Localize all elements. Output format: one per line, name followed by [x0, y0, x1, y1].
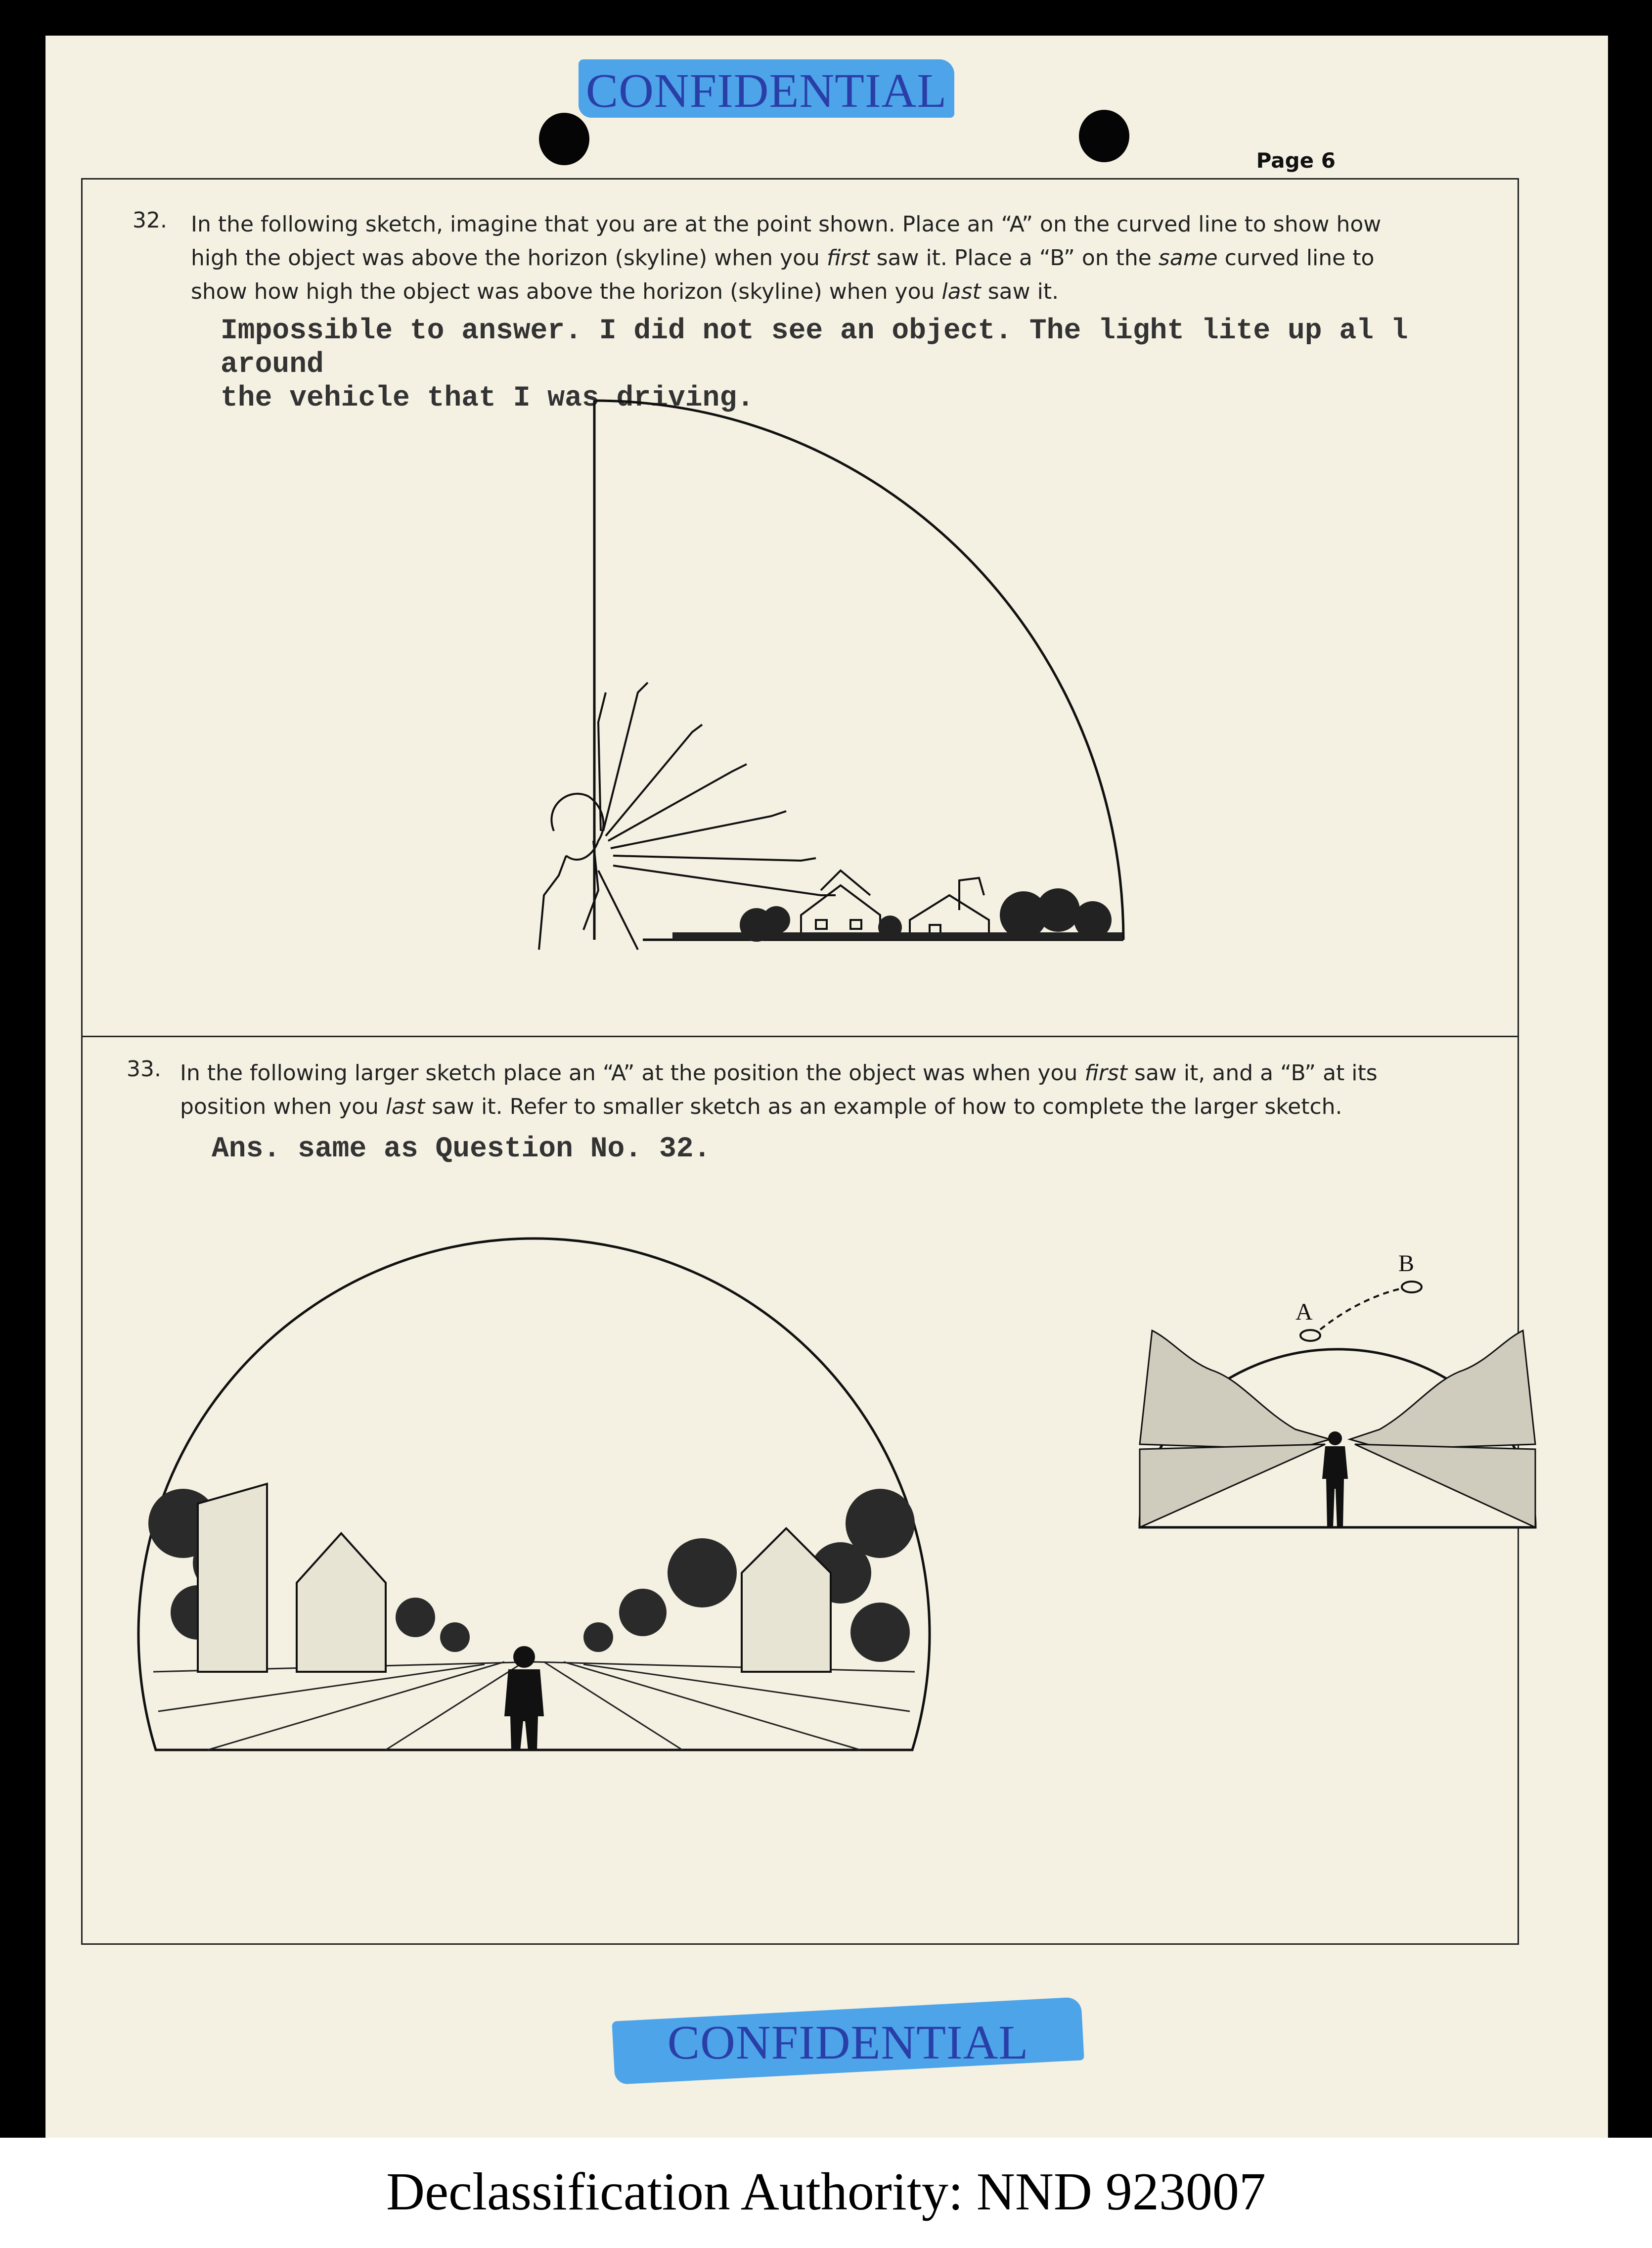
- trees: [672, 888, 1122, 942]
- question-32-line-3: show how high the object was above the horizon (skyline) when you last saw it.: [191, 279, 1059, 304]
- question-33-text: [180, 1056, 1515, 1124]
- punch-hole-right: [1079, 110, 1129, 162]
- question-32-line-1: In the following sketch, imagine that you are at the point shown. Place an “A” on the curved line to show how: [191, 212, 1382, 237]
- question-33-line-2: position when you last saw it. Refer to smaller sketch as an example of how to complete the larger sketch.: [180, 1094, 1342, 1119]
- example-dome-sketch: [1132, 1232, 1548, 1538]
- question-32-number: 32.: [133, 208, 167, 233]
- question-33-line-1: In the following larger sketch place an “A” at the position the object was when you first saw it, and a “B” at its: [180, 1060, 1378, 1086]
- question-33-answer: Ans. same as Question No. 32.: [212, 1133, 711, 1165]
- answer-32-line-2: the vehicle that I was driving.: [221, 382, 754, 414]
- section-divider: [81, 1036, 1519, 1037]
- example-label-a: A: [1295, 1299, 1313, 1325]
- confidential-stamp-bottom: [613, 2009, 1083, 2072]
- question-32-line-2: high the object was above the horizon (skyline) when you first saw it. Place a “B” on the same curved line to: [191, 245, 1375, 271]
- quarter-circle-sketch: [524, 396, 1137, 979]
- person-with-pointing-arms: [539, 683, 836, 950]
- declassification-footer: Declassification Authority: NND 923007: [386, 2162, 1266, 2221]
- punch-hole-left: [539, 113, 589, 165]
- answer-32-line-1: Impossible to answer. I did not see an object. The light lite up al l around: [221, 315, 1408, 381]
- question-32-text: [191, 208, 1516, 309]
- question-33-number: 33.: [127, 1056, 161, 1082]
- sky-arc: [594, 401, 1123, 940]
- confidential-text: CONFIDENTIAL: [667, 2016, 1029, 2069]
- object-path: [1300, 1282, 1422, 1341]
- page-number: Page 6: [1256, 148, 1336, 173]
- example-label-b: B: [1398, 1250, 1415, 1277]
- large-dome-sketch: [109, 1227, 959, 1771]
- confidential-text: CONFIDENTIAL: [585, 64, 947, 118]
- confidential-stamp-top: [579, 59, 954, 118]
